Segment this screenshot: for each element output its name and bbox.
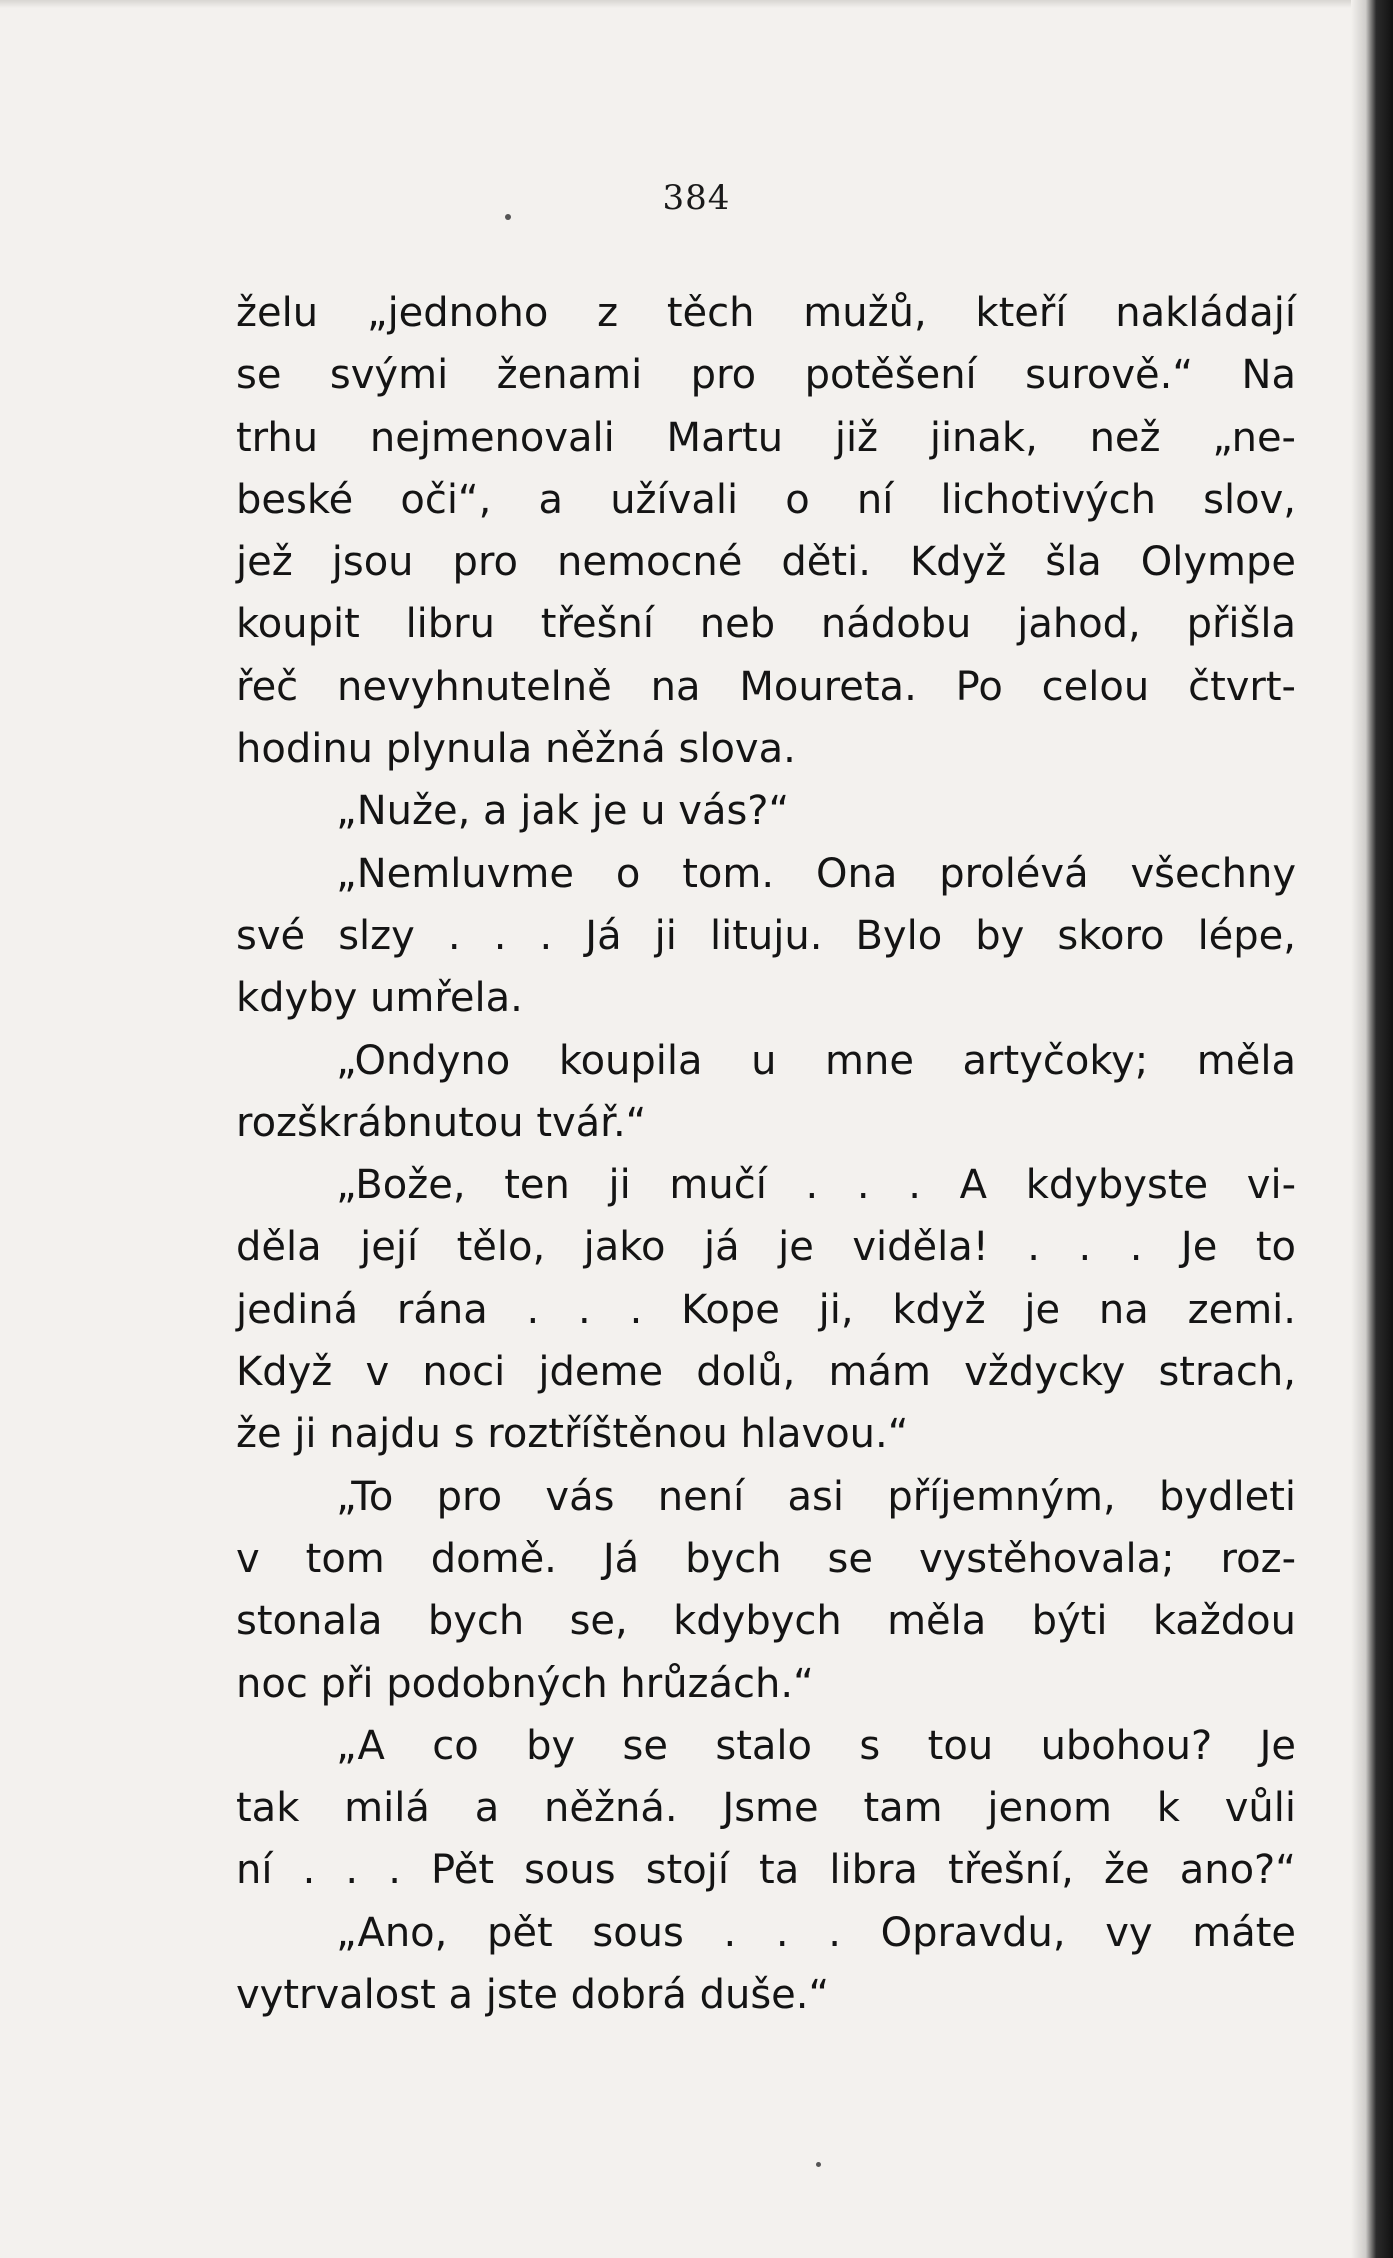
text-line: trhu nejmenovali Martu již jinak, než „ne- xyxy=(236,414,1296,461)
text-line: ní . . . Pět sous stojí ta libra třešní, že ano?“ xyxy=(236,1847,1296,1894)
text-line: stonala bych se, kdybych měla býti každou xyxy=(236,1598,1296,1645)
text-line: Když v noci jdeme dolů, mám vždycky strach, xyxy=(236,1349,1296,1396)
ink-speck xyxy=(816,2162,821,2167)
text-line: jediná rána . . . Kope ji, když je na zemi. xyxy=(236,1286,1296,1333)
text-line: v tom domě. Já bych se vystěhovala; roz- xyxy=(236,1535,1296,1582)
text-line: noc při podobných hrůzách.“ xyxy=(236,1660,814,1707)
text-line: beské oči“, a užívali o ní lichotivých slov, xyxy=(236,476,1296,523)
text-line: tak milá a něžná. Jsme tam jenom k vůli xyxy=(236,1785,1296,1832)
text-line: „Ano, pět sous . . . Opravdu, vy máte xyxy=(336,1909,1296,1956)
text-line: „Ondyno koupila u mne artyčoky; měla xyxy=(336,1037,1296,1084)
text-line: kdyby umřela. xyxy=(236,975,523,1022)
text-line: své slzy . . . Já ji lituju. Bylo by skoro lépe, xyxy=(236,912,1296,959)
page-top-edge xyxy=(0,0,1393,8)
text-line: „Nemluvme o tom. Ona prolévá všechny xyxy=(336,850,1296,897)
text-line: koupit libru třešní neb nádobu jahod, přišla xyxy=(236,601,1296,648)
text-line: „Nuže, a jak je u vás?“ xyxy=(336,788,790,835)
text-line: děla její tělo, jako já je viděla! . . . Je to xyxy=(236,1224,1296,1271)
page-number: 384 xyxy=(662,178,731,218)
text-line: vytrvalost a jste dobrá duše.“ xyxy=(236,1972,830,2019)
text-line: „Bože, ten ji mučí . . . A kdybyste vi- xyxy=(336,1162,1296,1209)
text-line: želu „jednoho z těch mužů, kteří nakládají xyxy=(236,290,1296,336)
text-line: že ji najdu s roztříštěnou hlavou.“ xyxy=(236,1411,909,1458)
text-line: „To pro vás není asi příjemným, bydleti xyxy=(336,1473,1296,1520)
body-text xyxy=(236,282,1296,2026)
text-line: řeč nevyhnutelně na Moureta. Po celou čtvrt- xyxy=(236,663,1296,710)
page-binding-edge xyxy=(1351,0,1393,2258)
text-line: rozškrábnutou tvář.“ xyxy=(236,1099,647,1146)
text-line: hodinu plynula něžná slova. xyxy=(236,726,796,773)
text-line: jež jsou pro nemocné děti. Když šla Olympe xyxy=(236,539,1296,586)
text-line: „A co by se stalo s tou ubohou? Je xyxy=(336,1722,1296,1769)
text-line: se svými ženami pro potěšení surově.“ Na xyxy=(236,352,1296,399)
